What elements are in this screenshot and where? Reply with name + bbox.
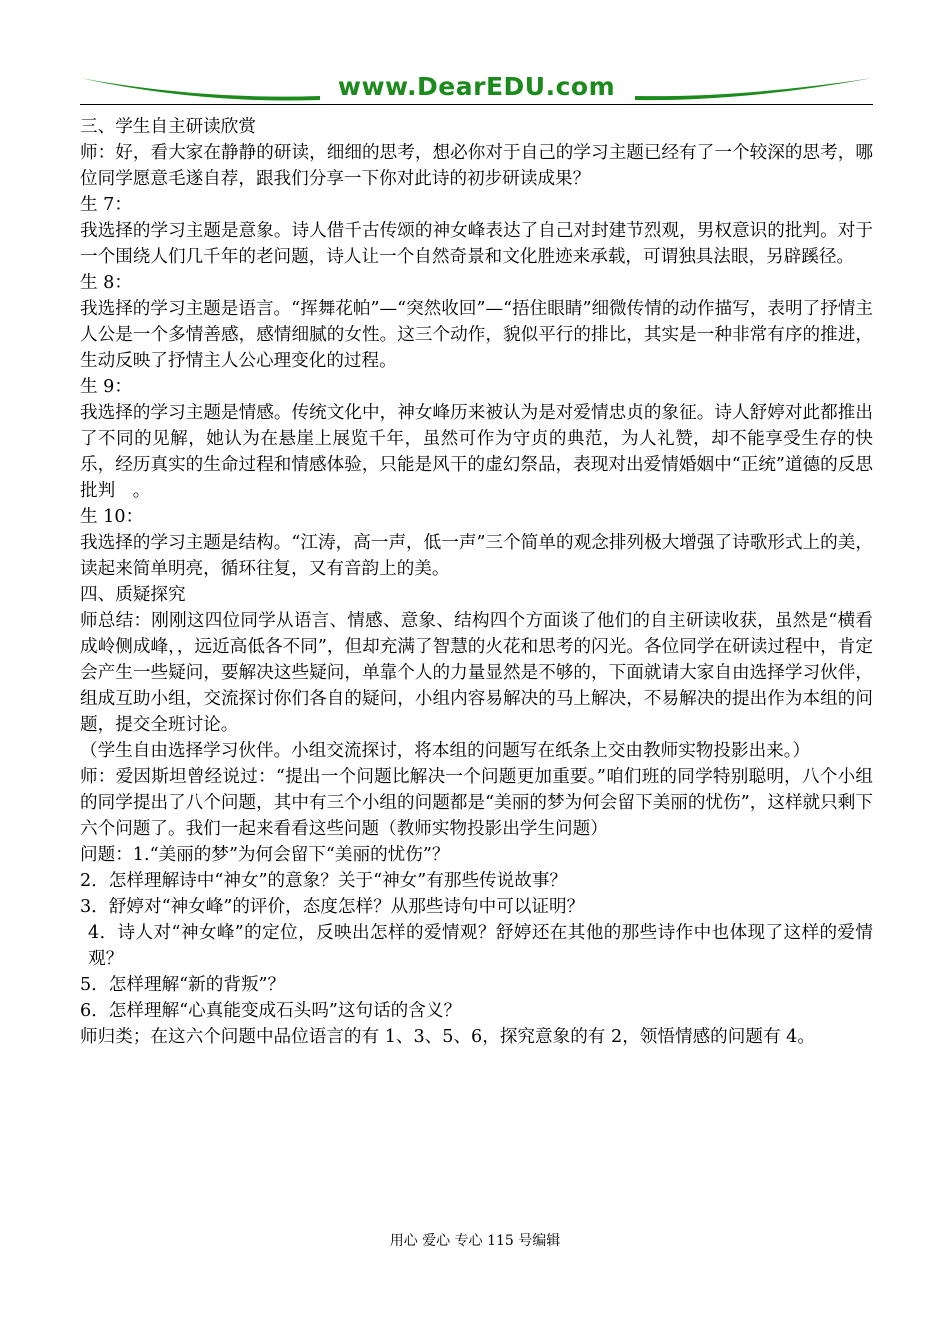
document-body [80, 114, 873, 1050]
question-item: 4．诗人对“神女峰”的定位，反映出怎样的爱情观？舒婷还在其他的那些诗作中也体现了这样的爱情观？ [88, 923, 873, 969]
question-item: 5．怎样理解“新的背叛”？ [80, 975, 286, 995]
paragraph: 师：爱因斯坦曾经说过：“提出一个问题比解决一个问题更加重要。”咱们班的同学特别聪明，八个小组的同学提出了八个问题，其中有三个小组的问题都是“美丽的梦为何会留下美丽的忧伤”，这样就只剩下六个问题了。我们一起来看看这些问题（教师实物投影出学生问题） [80, 767, 873, 839]
paragraph: 我选择的学习主题是语言。“挥舞花帕”—“突然收回”—“捂住眼睛”细微传情的动作描写，表明了抒情主人公是一个多情善感，感情细腻的女性。这三个动作，貌似平行的排比，其实是一种非常有序的推进，生动反映了抒情主人公心理变化的过程。 [80, 299, 873, 371]
site-header [80, 70, 873, 106]
site-brand-logo[interactable]: www.DearEDU.com [337, 72, 616, 101]
paragraph: 我选择的学习主题是情感。传统文化中，神女峰历来被认为是对爱情忠贞的象征。诗人舒婷对此都推出了不同的见解，她认为在悬崖上展览千年，虽然可作为守贞的典范，为人礼赞，却不能享受生存的快乐，经历真实的生命过程和情感体验，只能是风干的虚幻祭品，表现对出爱情婚姻中“正统”道德的反思批判 。 [80, 403, 873, 501]
speaker-label: 生 9： [80, 377, 132, 397]
paragraph: 师：好，看大家在静静的研读，细细的思考，想必你对于自己的学习主题已经有了一个较深的思考，哪位同学愿意毛遂自荐，跟我们分享一下你对此诗的初步研读成果？ [80, 143, 873, 189]
speaker-label: 生 8： [80, 273, 132, 293]
question-item: 6．怎样理解“心真能变成石头吗”这句话的含义？ [80, 1001, 462, 1021]
question-item: 3．舒婷对“神女峰”的评价，态度怎样？从那些诗句中可以证明？ [80, 897, 585, 917]
question-item: 2．怎样理解诗中“神女”的意象？关于“神女”有那些传说故事？ [80, 871, 568, 891]
paragraph: 师归类；在这六个问题中品位语言的有 1、3、5、6，探究意象的有 2，领悟情感的问题有 4。 [80, 1027, 815, 1047]
speaker-label: 生 7： [80, 195, 132, 215]
paragraph: （学生自由选择学习伙伴。小组交流探讨，将本组的问题写在纸条上交由教师实物投影出来。） [80, 741, 811, 761]
paragraph: 师总结：刚刚这四位同学从语言、情感、意象、结构四个方面谈了他们的自主研读收获，虽然是“横看成岭侧成峰，，远近高低各不同”，但却充满了智慧的火花和思考的闪光。各位同学在研读过程中，肯定会产生一些疑问，要解决这些疑问，单靠个人的力量显然是不够的，下面就请大家自由选择学习伙伴，组成互助小组，交流探讨你们各自的疑问，小组内容易解决的马上解决，不易解决的提出作为本组的问题，提交全班讨论。 [80, 611, 873, 735]
question-item: 问题：1.“美丽的梦”为何会留下“美丽的忧伤”？ [80, 845, 450, 865]
speaker-label: 生 10： [80, 507, 144, 527]
page-footer: 用心 爱心 专心 115 号编辑 [389, 1233, 561, 1249]
section-heading-4: 四、质疑探究 [80, 585, 186, 605]
section-heading-3: 三、学生自主研读欣赏 [80, 117, 256, 137]
header-divider [80, 104, 873, 105]
paragraph: 我选择的学习主题是意象。诗人借千古传颂的神女峰表达了自己对封建节烈观，男权意识的批判。对于一个围绕人们几千年的老问题，诗人让一个自然奇景和文化胜迹来承载，可谓独具法眼，另辟蹊径。 [80, 221, 873, 267]
paragraph: 我选择的学习主题是结构。“江涛，高一声，低一声”三个简单的观念排列极大增强了诗歌形式上的美，读起来简单明亮，循环往复，又有音韵上的美。 [80, 533, 873, 579]
